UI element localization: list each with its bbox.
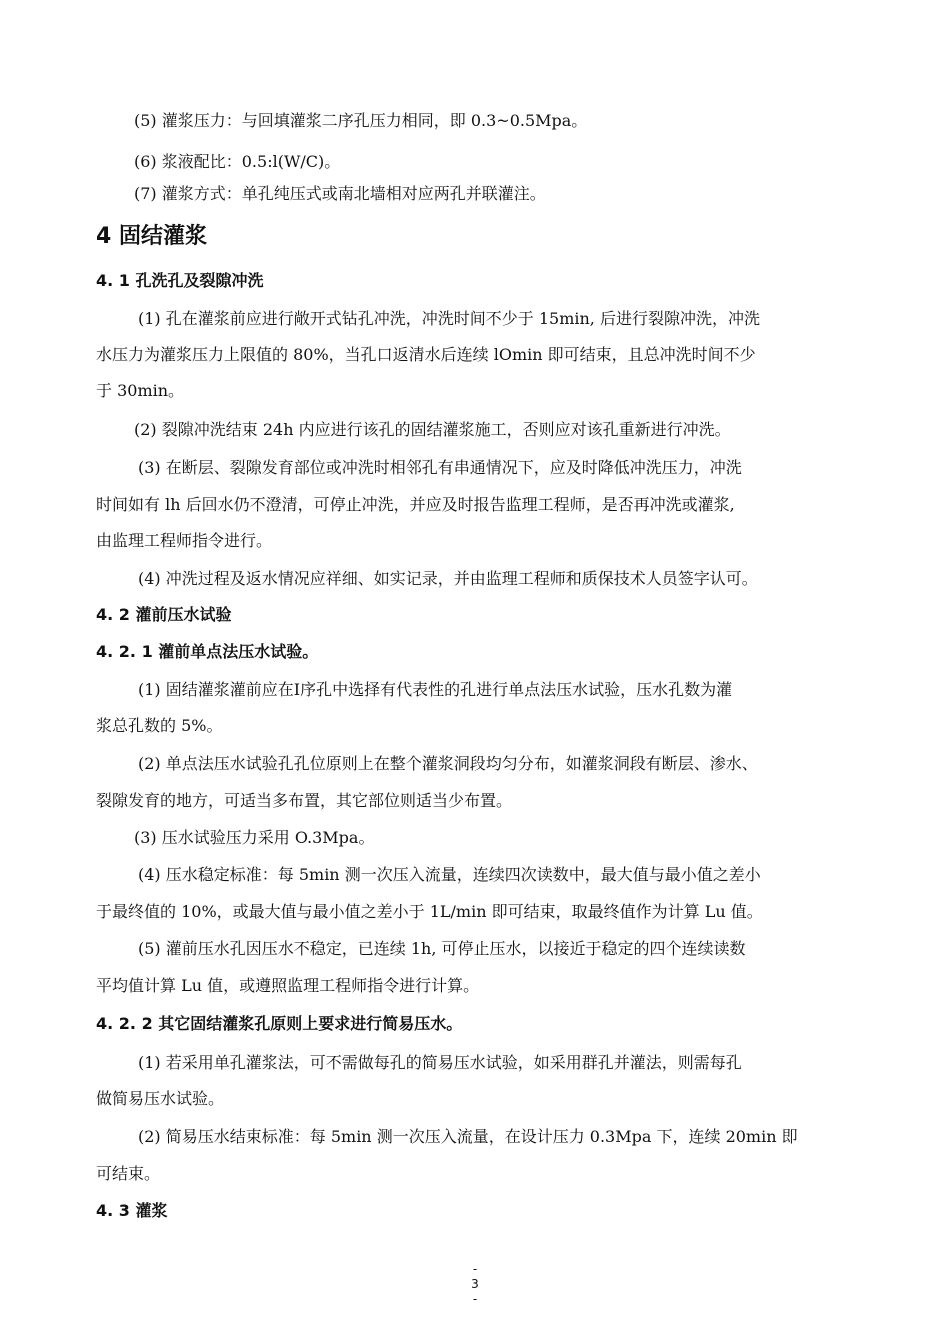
page-number: 3 — [471, 1277, 479, 1291]
subsection-heading-4-1: 4. 1 孔洗孔及裂隙冲洗 — [96, 271, 264, 290]
paragraph-line: (2) 单点法压水试验孔孔位原则上在整个灌浆洞段均匀分布，如灌浆洞段有断层、渗水、 — [138, 754, 758, 773]
paragraph-line: (3) 在断层、裂隙发育部位或冲洗时相邻孔有串通情况下，应及时降低冲洗压力，冲洗 — [138, 458, 742, 477]
paragraph-line: 做简易压水试验。 — [96, 1089, 225, 1108]
item-grout-pressure: (5) 灌浆压力：与回填灌浆二序孔压力相同，即 0.3~0.5Mpa。 — [134, 111, 588, 130]
subsection-heading-4-3: 4. 3 灌浆 — [96, 1201, 168, 1220]
paragraph-line: 裂隙发育的地方，可适当多布置，其它部位则适当少布置。 — [96, 791, 513, 810]
paragraph-line: (5) 灌前压水孔因压水不稳定，已连续 1h, 可停止压水，以接近于稳定的四个连续读数 — [138, 939, 746, 958]
paragraph-line: (1) 孔在灌浆前应进行敞开式钻孔冲洗，冲洗时间不少于 15min, 后进行裂隙冲洗，冲洗 — [138, 309, 760, 328]
paragraph-line: 浆总孔数的 5%。 — [96, 716, 223, 735]
subsection-heading-4-2-2: 4. 2. 2 其它固结灌浆孔原则上要求进行简易压水。 — [96, 1014, 463, 1033]
paragraph-line: (2) 裂隙冲洗结束 24h 内应进行该孔的固结灌浆施工，否则应对该孔重新进行冲洗。 — [134, 420, 731, 439]
footer-dash-bottom: - — [472, 1292, 478, 1306]
paragraph-line: (1) 若采用单孔灌浆法，可不需做每孔的简易压水试验，如采用群孔并灌法，则需每孔 — [138, 1053, 742, 1072]
item-grout-method: (7) 灌浆方式：单孔纯压式或南北墙相对应两孔并联灌注。 — [134, 184, 546, 203]
paragraph-line: (4) 压水稳定标准：每 5min 测一次压入流量，连续四次读数中，最大值与最小值之差小 — [138, 865, 761, 884]
paragraph-line: 水压力为灌浆压力上限值的 80%，当孔口返清水后连续 lOmin 即可结束，且总冲洗时间不少 — [96, 345, 756, 364]
paragraph-line: 于最终值的 10%，或最大值与最小值之差小于 1L/min 即可结束，取最终值作为计算 Lu 值。 — [96, 902, 763, 921]
paragraph-line: 平均值计算 Lu 值，或遵照监理工程师指令进行计算。 — [96, 976, 480, 995]
paragraph-line: (3) 压水试验压力采用 O.3Mpa。 — [134, 828, 375, 847]
paragraph-line: 时间如有 lh 后回水仍不澄清，可停止冲洗，并应及时报告监理工程师，是否再冲洗或灌浆, — [96, 495, 735, 514]
paragraph-line: 由监理工程师指令进行。 — [96, 531, 273, 550]
paragraph-line: (4) 冲洗过程及返水情况应祥细、如实记录，并由监理工程师和质保技术人员签字认可。 — [138, 569, 758, 588]
section-heading-4: 4 固结灌浆 — [96, 224, 207, 249]
paragraph-line: (2) 简易压水结束标准：每 5min 测一次压入流量，在设计压力 0.3Mpa 下，连续 20min 即 — [138, 1127, 798, 1146]
item-mix-ratio: (6) 浆液配比：0.5:l(W/C)。 — [134, 152, 341, 171]
paragraph-line: 于 30min。 — [96, 381, 185, 400]
paragraph-line: 可结束。 — [96, 1164, 161, 1183]
paragraph-line: (1) 固结灌浆灌前应在Ⅰ序孔中选择有代表性的孔进行单点法压水试验，压水孔数为灌 — [138, 680, 733, 699]
footer-dash-top: - — [472, 1262, 478, 1276]
subsection-heading-4-2-1: 4. 2. 1 灌前单点法压水试验。 — [96, 642, 319, 661]
subsection-heading-4-2: 4. 2 灌前压水试验 — [96, 605, 232, 624]
